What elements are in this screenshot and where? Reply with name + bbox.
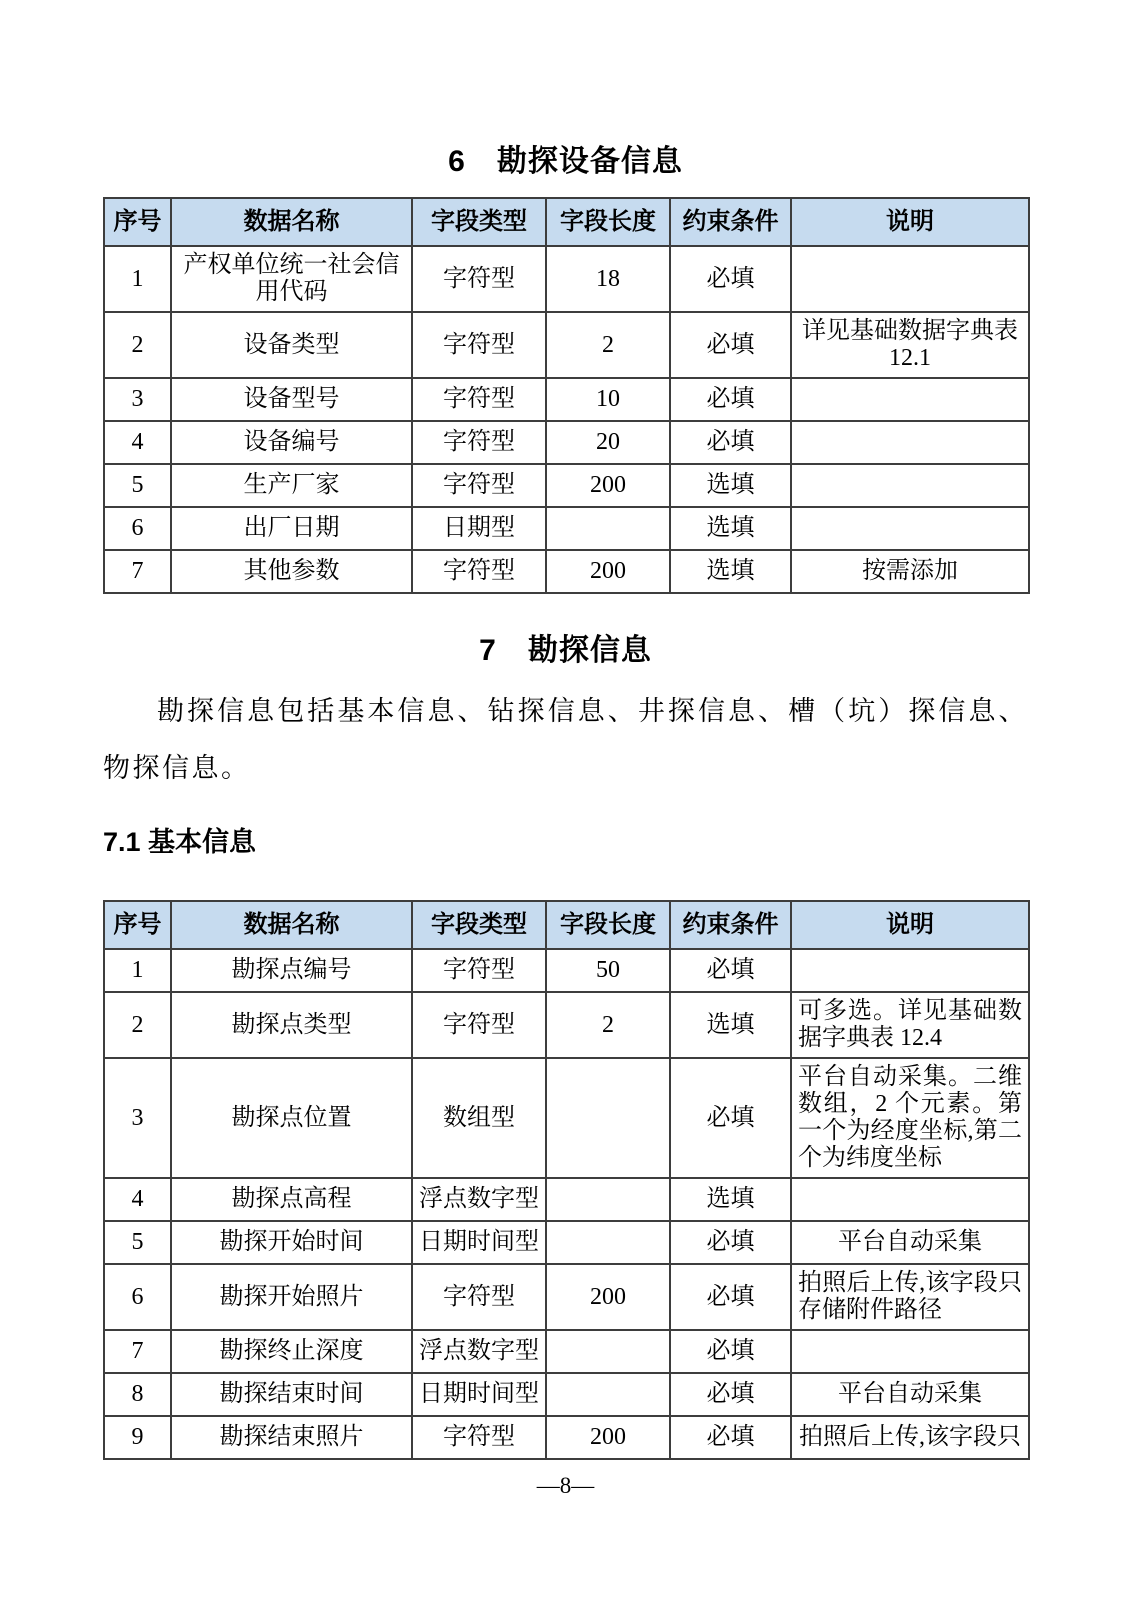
table-cell: 浮点数字型 [412,1178,546,1221]
section-7-1-title: 7.1 基本信息 [103,827,257,857]
table-cell: 必填 [670,1330,791,1373]
table-cell: 字符型 [412,421,546,464]
table-cell: 1 [104,949,171,992]
table-cell: 8 [104,1373,171,1416]
table-cell: 可多选。详见基础数据字典表 12.4 [791,992,1029,1058]
table-cell: 字符型 [412,1264,546,1330]
table-cell: 7 [104,1330,171,1373]
section-6-title: 6 勘探设备信息 [448,145,683,178]
table-cell: 必填 [670,949,791,992]
table-cell [791,1330,1029,1373]
column-header: 数据名称 [171,198,412,246]
equipment-info-table [103,197,1030,594]
column-header: 字段类型 [412,901,546,949]
table-cell: 数组型 [412,1058,546,1178]
table-cell [791,246,1029,312]
table-row [104,1373,1029,1416]
table-cell: 勘探结束时间 [171,1373,412,1416]
table-cell [791,949,1029,992]
table-cell: 必填 [670,1416,791,1459]
table-cell: 浮点数字型 [412,1330,546,1373]
table-cell: 勘探结束照片 [171,1416,412,1459]
column-header: 约束条件 [670,901,791,949]
table-cell: 200 [546,464,670,507]
table-cell: 2 [104,992,171,1058]
table-row [104,1221,1029,1264]
column-header: 字段类型 [412,198,546,246]
table-row [104,1330,1029,1373]
table-cell: 选填 [670,507,791,550]
table-row [104,378,1029,421]
table-cell: 必填 [670,1264,791,1330]
table-cell [791,378,1029,421]
table-cell: 2 [104,312,171,378]
table-cell: 6 [104,1264,171,1330]
table-cell: 4 [104,421,171,464]
table-cell: 字符型 [412,246,546,312]
table-cell: 勘探点类型 [171,992,412,1058]
column-header: 序号 [104,901,171,949]
table-row [104,464,1029,507]
table-row [104,992,1029,1058]
table-row [104,949,1029,992]
table-cell: 必填 [670,246,791,312]
table-cell: 平台自动采集 [791,1373,1029,1416]
table-cell: 勘探开始照片 [171,1264,412,1330]
table-row [104,1416,1029,1459]
table-cell: 生产厂家 [171,464,412,507]
table-cell: 设备类型 [171,312,412,378]
table-cell: 按需添加 [791,550,1029,593]
table-row [104,550,1029,593]
section-7-title: 7 勘探信息 [479,634,652,667]
table-cell: 勘探终止深度 [171,1330,412,1373]
table-cell: 字符型 [412,992,546,1058]
table-cell: 日期时间型 [412,1373,546,1416]
table-cell: 拍照后上传,该字段只存储附件路径 [791,1264,1029,1330]
table-cell: 4 [104,1178,171,1221]
section-7-intro-paragraph: 勘探信息包括基本信息、钻探信息、井探信息、槽（坑）探信息、物探信息。 [103,696,1028,783]
table-cell: 必填 [670,378,791,421]
table-cell: 设备编号 [171,421,412,464]
table-cell: 字符型 [412,1416,546,1459]
table-header-row [104,901,1029,949]
table-cell: 勘探点位置 [171,1058,412,1178]
column-header: 约束条件 [670,198,791,246]
table-cell: 3 [104,1058,171,1178]
table-row [104,1178,1029,1221]
column-header: 字段长度 [546,198,670,246]
table-cell [546,1330,670,1373]
table-cell: 字符型 [412,312,546,378]
column-header: 字段长度 [546,901,670,949]
page-number: —8— [536,1473,595,1498]
table-cell: 字符型 [412,949,546,992]
table-cell: 设备型号 [171,378,412,421]
table-cell [546,507,670,550]
table-cell [791,1178,1029,1221]
table-row [104,421,1029,464]
table-row [104,246,1029,312]
table-cell: 6 [104,507,171,550]
table-cell: 选填 [670,992,791,1058]
table-cell [791,421,1029,464]
table-cell: 出厂日期 [171,507,412,550]
table-cell: 9 [104,1416,171,1459]
table-cell: 3 [104,378,171,421]
table-cell: 200 [546,1264,670,1330]
column-header: 数据名称 [171,901,412,949]
table-cell: 选填 [670,464,791,507]
table-cell: 50 [546,949,670,992]
table-cell: 必填 [670,1058,791,1178]
table-row [104,507,1029,550]
column-header: 说明 [791,901,1029,949]
table-cell [791,507,1029,550]
table-cell [546,1058,670,1178]
table-cell: 选填 [670,1178,791,1221]
table-cell: 10 [546,378,670,421]
table-cell: 其他参数 [171,550,412,593]
table-cell: 200 [546,550,670,593]
table-cell: 2 [546,992,670,1058]
table-cell: 平台自动采集 [791,1221,1029,1264]
table-header-row [104,198,1029,246]
table-cell: 5 [104,1221,171,1264]
table-cell: 必填 [670,312,791,378]
table-cell: 勘探开始时间 [171,1221,412,1264]
table-cell [546,1373,670,1416]
table-cell: 勘探点编号 [171,949,412,992]
table-cell [791,464,1029,507]
table-cell: 字符型 [412,464,546,507]
table-row [104,1264,1029,1330]
table-cell: 必填 [670,1373,791,1416]
table-cell: 平台自动采集。二维数组，2 个元素。第一个为经度坐标,第二个为纬度坐标 [791,1058,1029,1178]
table-cell: 18 [546,246,670,312]
table-cell [546,1178,670,1221]
table-cell: 必填 [670,1221,791,1264]
table-row [104,312,1029,378]
table-cell [546,1221,670,1264]
column-header: 说明 [791,198,1029,246]
table-cell: 20 [546,421,670,464]
table-cell: 详见基础数据字典表 12.1 [791,312,1029,378]
table-cell: 字符型 [412,378,546,421]
table-cell: 7 [104,550,171,593]
table-cell: 日期时间型 [412,1221,546,1264]
table-cell: 字符型 [412,550,546,593]
table-cell: 5 [104,464,171,507]
table-cell: 2 [546,312,670,378]
column-header: 序号 [104,198,171,246]
table-cell: 200 [546,1416,670,1459]
basic-info-table [103,900,1030,1460]
table-cell: 选填 [670,550,791,593]
table-cell: 日期型 [412,507,546,550]
table-cell: 1 [104,246,171,312]
table-cell: 产权单位统一社会信用代码 [171,246,412,312]
table-cell: 必填 [670,421,791,464]
table-cell: 勘探点高程 [171,1178,412,1221]
table-cell: 拍照后上传,该字段只 [791,1416,1029,1459]
table-row [104,1058,1029,1178]
